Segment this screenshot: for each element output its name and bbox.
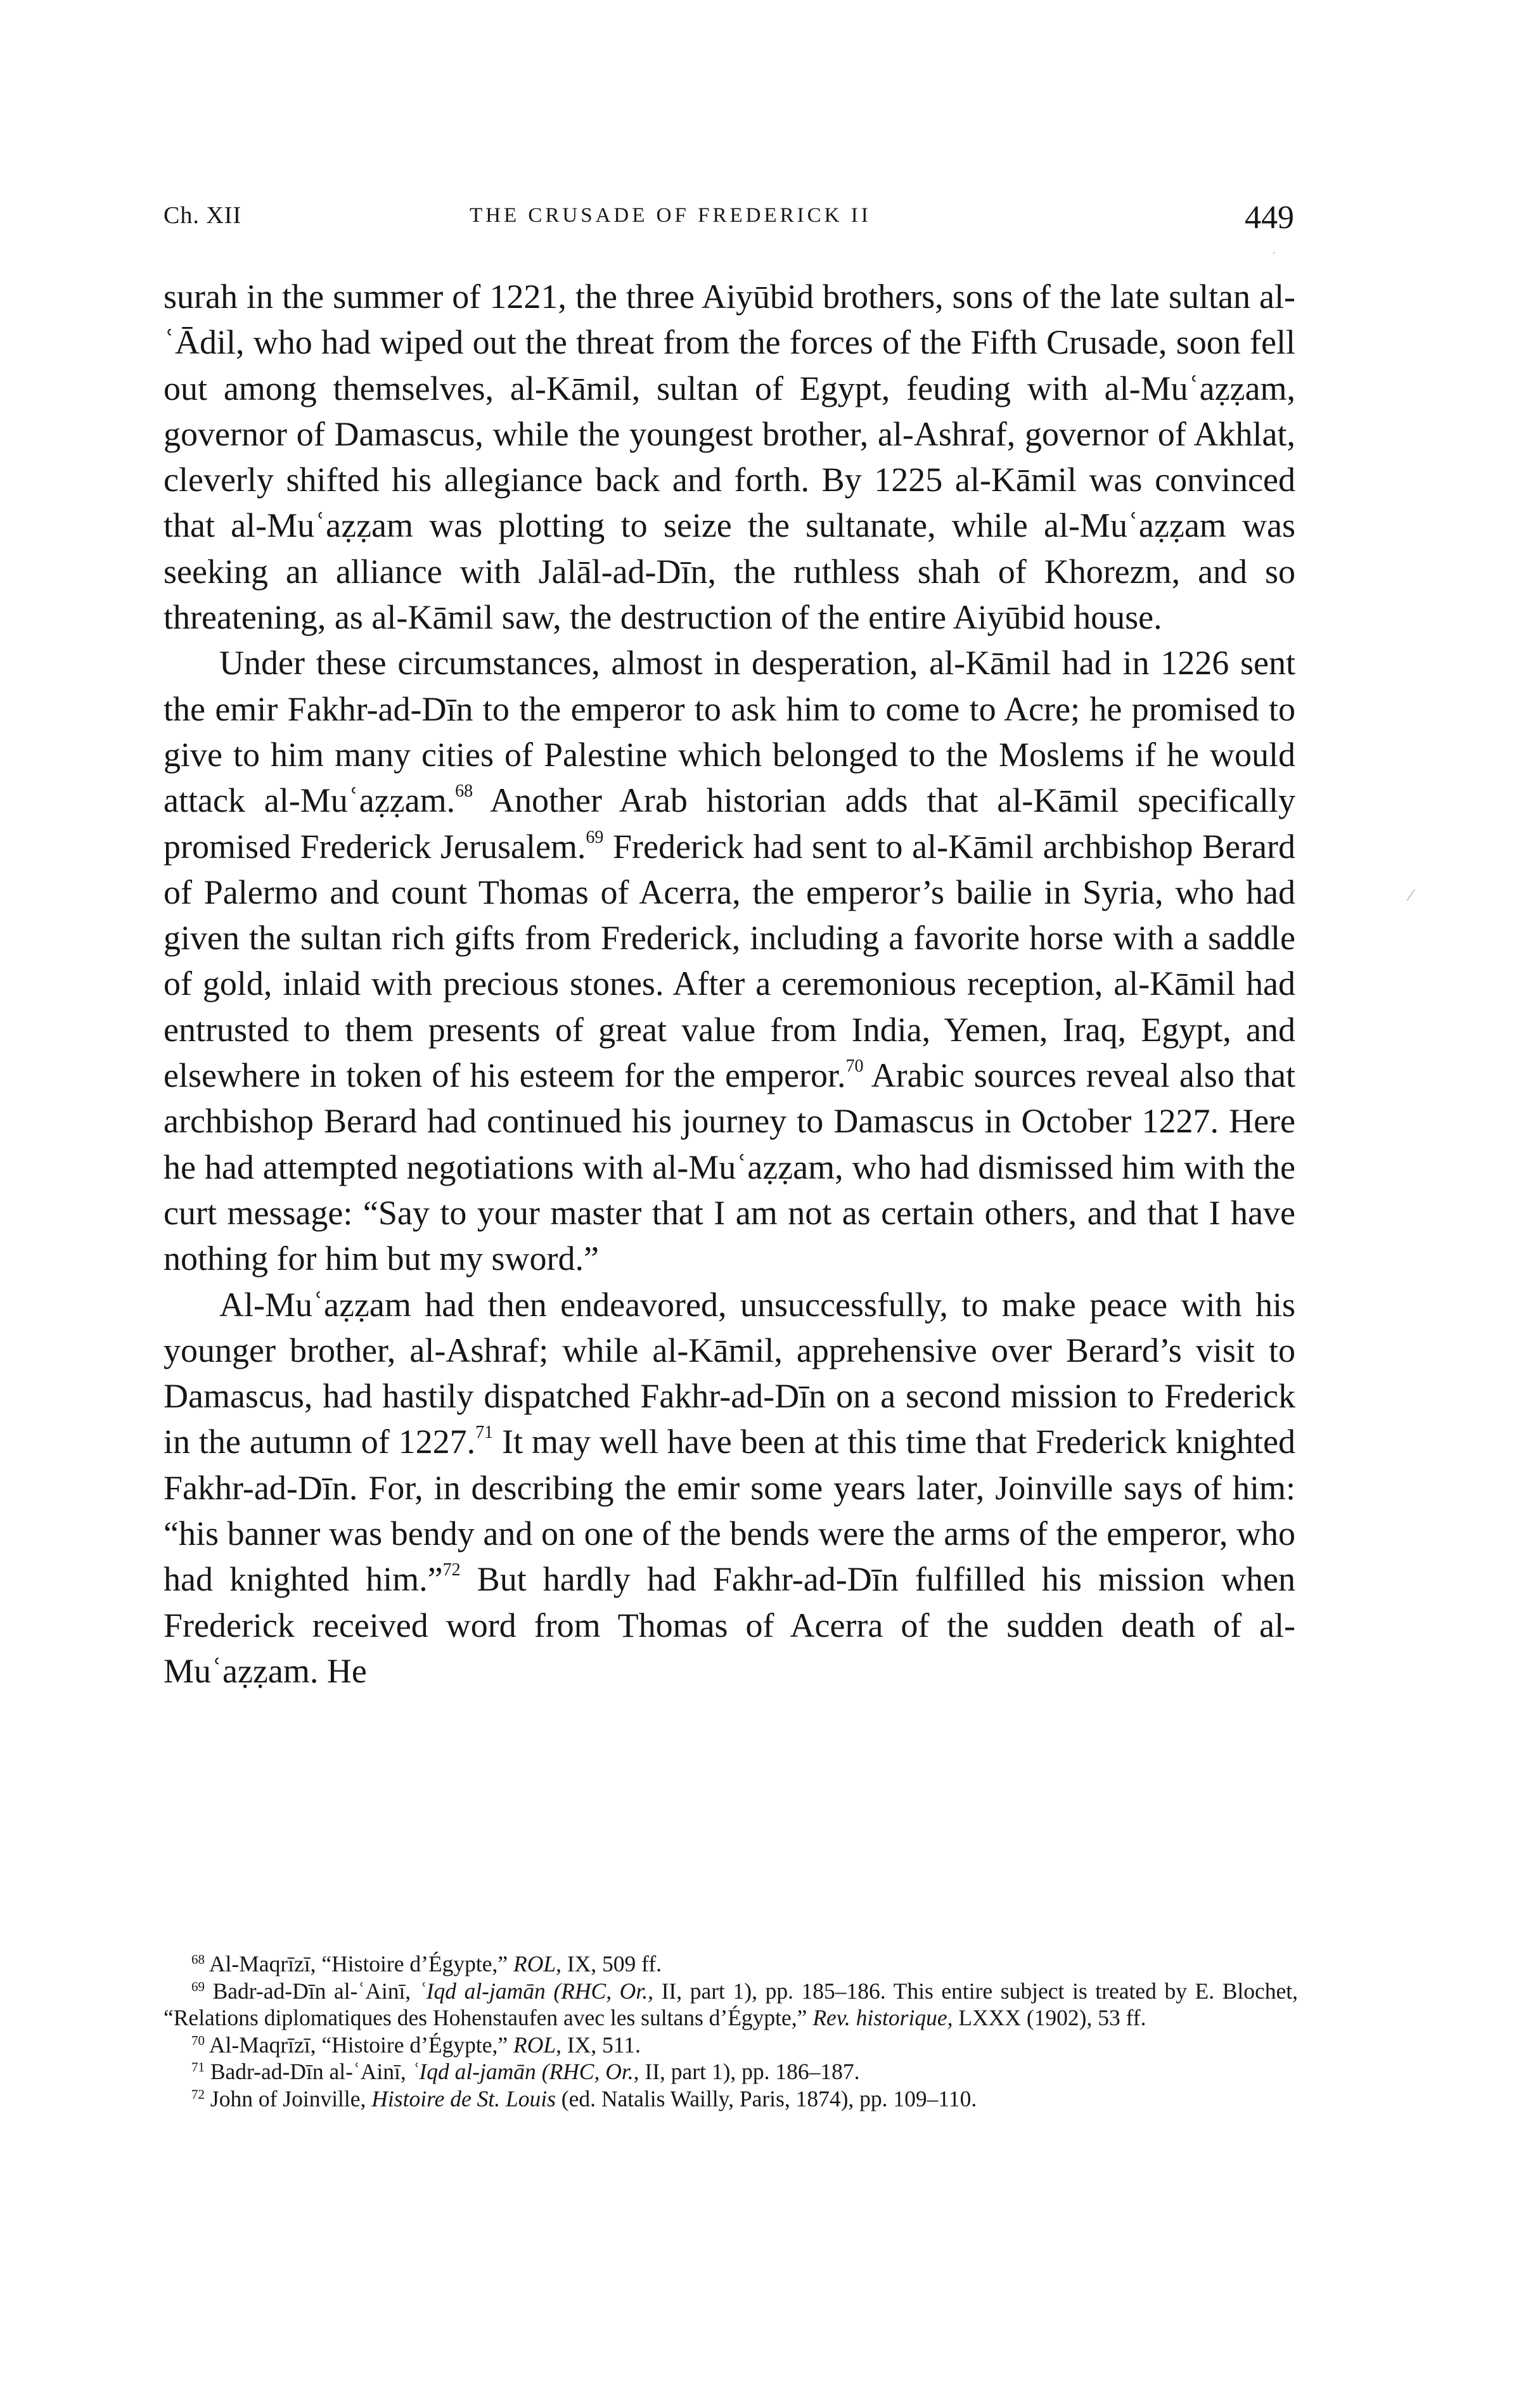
footnote-italic: ʿIqd al-jamān (RHC, Or., <box>411 2059 639 2084</box>
footnote-text: IX, 509 ff. <box>561 1951 662 1976</box>
running-head <box>164 190 1294 247</box>
paragraph-3-part-c: But hardly had Fakhr-ad-Dīn fulfilled his mission when Frederick received word from Thomas of Acerra of the sudden death of al-Muʿaẓẓam. He <box>164 1560 1295 1690</box>
stray-mark: ⁄ <box>1409 886 1413 904</box>
footnote-number: 69 <box>191 1978 205 1994</box>
footnotes <box>164 1950 1298 2112</box>
footnote-text: Badr-ad-Dīn al-ʿAinī, <box>210 2059 412 2084</box>
footnote-ref-69: 69 <box>586 827 604 847</box>
footnote-71 <box>164 2058 1298 2085</box>
paragraph-2-part-a: Under these circumstances, almost in desperation, al-Kāmil had in 1226 sent the emir Fakhr-ad-Dīn to the emperor to ask him to come to Acre; he promised to give to him many cities of Palestine which belonged to the Moslems if he would attack al-Muʿaẓẓam. <box>164 644 1295 820</box>
footnote-italic: Rev. historique, <box>812 2005 953 2030</box>
paragraph-3-part-a: Al-Muʿaẓẓam had then endeavored, unsuccessfully, to make peace with his younger brother, al-Ashraf; while al-Kāmil, apprehensive over Berard’s visit to Damascus, had hastily dispatched Fakhr-ad-Dīn on a second mission to Frederick in the autumn of 1227. <box>164 1285 1295 1461</box>
paragraph-1: surah in the summer of 1221, the three Aiyūbid brothers, sons of the late sultan al-ʿĀdil, who had wiped out the threat from the forces of the Fifth Crusade, soon fell out among themselves, al-Kāmil, sultan of Egypt, feuding with al-Muʿaẓẓam, governor of Damascus, while the youngest brother, al-Ashraf, governor of Akhlat, cleverly shifted his allegiance back and forth. By 1225 al-Kāmil was convinced that al-Muʿaẓẓam was plotting to seize the sultanate, while al-Muʿaẓẓam was seeking an alliance with Jalāl-ad-Dīn, the ruthless shah of Khorezm, and so threatening, as al-Kāmil saw, the destruction of the entire Aiyūbid house. <box>164 278 1295 637</box>
footnote-text: II, part 1), pp. 185–186. This entire subject is treated by E. Blochet, “Relations diplomatiques des Hohenstaufen avec les sultans d’Égypte,” <box>164 1978 1299 2030</box>
footnote-text: John of Joinville, <box>210 2085 372 2111</box>
footnote-text: IX, 511. <box>561 2032 641 2058</box>
footnote-italic: ROL, <box>513 1951 562 1976</box>
footnote-text: Al-Maqrīzī, “Histoire d’Égypte,” <box>209 1951 514 1976</box>
paragraph-3 <box>164 1282 1295 1694</box>
footnote-text: II, part 1), pp. 186–187. <box>639 2059 860 2084</box>
footnote-70 <box>164 2032 1298 2059</box>
paragraph-3-part-b: It may well have been at this time that Frederick knighted Fakhr-ad-Dīn. For, in describing the emir some years later, Joinville says of him: “his banner was bendy and on one of the bends were the arms of the emperor, who had knighted him.” <box>164 1423 1295 1599</box>
footnote-number: 68 <box>191 1952 205 1967</box>
footnote-ref-71: 71 <box>475 1423 494 1443</box>
paragraph-2-part-b: Another Arab historian adds that al-Kāmil specifically promised Frederick Jerusalem. <box>164 781 1295 866</box>
footnote-italic: ROL, <box>513 2032 562 2058</box>
footnote-68 <box>164 1950 1298 1978</box>
running-title: THE CRUSADE OF FREDERICK II <box>470 204 871 227</box>
paragraph-2-part-d: Arabic sources reveal also that archbishop Berard had continued his journey to Damascus in October 1227. Here he had attempted negotiations with al-Muʿaẓẓam, who had dismissed him with the curt message: “Say to your master that I am not as certain others, and that I have nothing for him but my sword.” <box>164 1056 1296 1278</box>
paragraph-2-part-c: Frederick had sent to al-Kāmil archbishop Berard of Palermo and count Thomas of Acerra, the emperor’s bailie in Syria, who had given the sultan rich gifts from Frederick, including a favorite horse with a saddle of gold, inlaid with precious stones. After a ceremonious reception, al-Kāmil had entrusted to them presents of great value from India, Yemen, Iraq, Egypt, and elsewhere in token of his esteem for the emperor. <box>164 827 1295 1095</box>
footnote-69 <box>164 1978 1298 2032</box>
paragraph-2 <box>164 640 1295 1281</box>
footnote-text: Badr-ad-Dīn al-ʿAinī, <box>212 1978 419 2004</box>
footnote-number: 70 <box>191 2032 205 2048</box>
footnote-text: (ed. Natalis Wailly, Paris, 1874), pp. 109–110. <box>555 2085 977 2111</box>
footnote-number: 72 <box>191 2086 205 2102</box>
footnote-text: LXXX (1902), 53 ff. <box>953 2005 1146 2030</box>
main-text <box>164 274 1295 1694</box>
chapter-label: Ch. XII <box>164 202 242 229</box>
footnote-72 <box>164 2085 1298 2113</box>
footnote-number: 71 <box>191 2059 205 2075</box>
footnote-text: Al-Maqrīzī, “Histoire d’Égypte,” <box>209 2032 514 2058</box>
footnote-italic: Histoire de St. Louis <box>371 2085 556 2111</box>
footnote-italic: ʿIqd al-jamān (RHC, Or., <box>418 1978 653 2004</box>
page-number: 449 <box>1245 200 1294 236</box>
footnote-ref-72: 72 <box>442 1560 461 1580</box>
footnote-ref-68: 68 <box>455 781 473 802</box>
footnote-ref-70: 70 <box>845 1056 864 1077</box>
